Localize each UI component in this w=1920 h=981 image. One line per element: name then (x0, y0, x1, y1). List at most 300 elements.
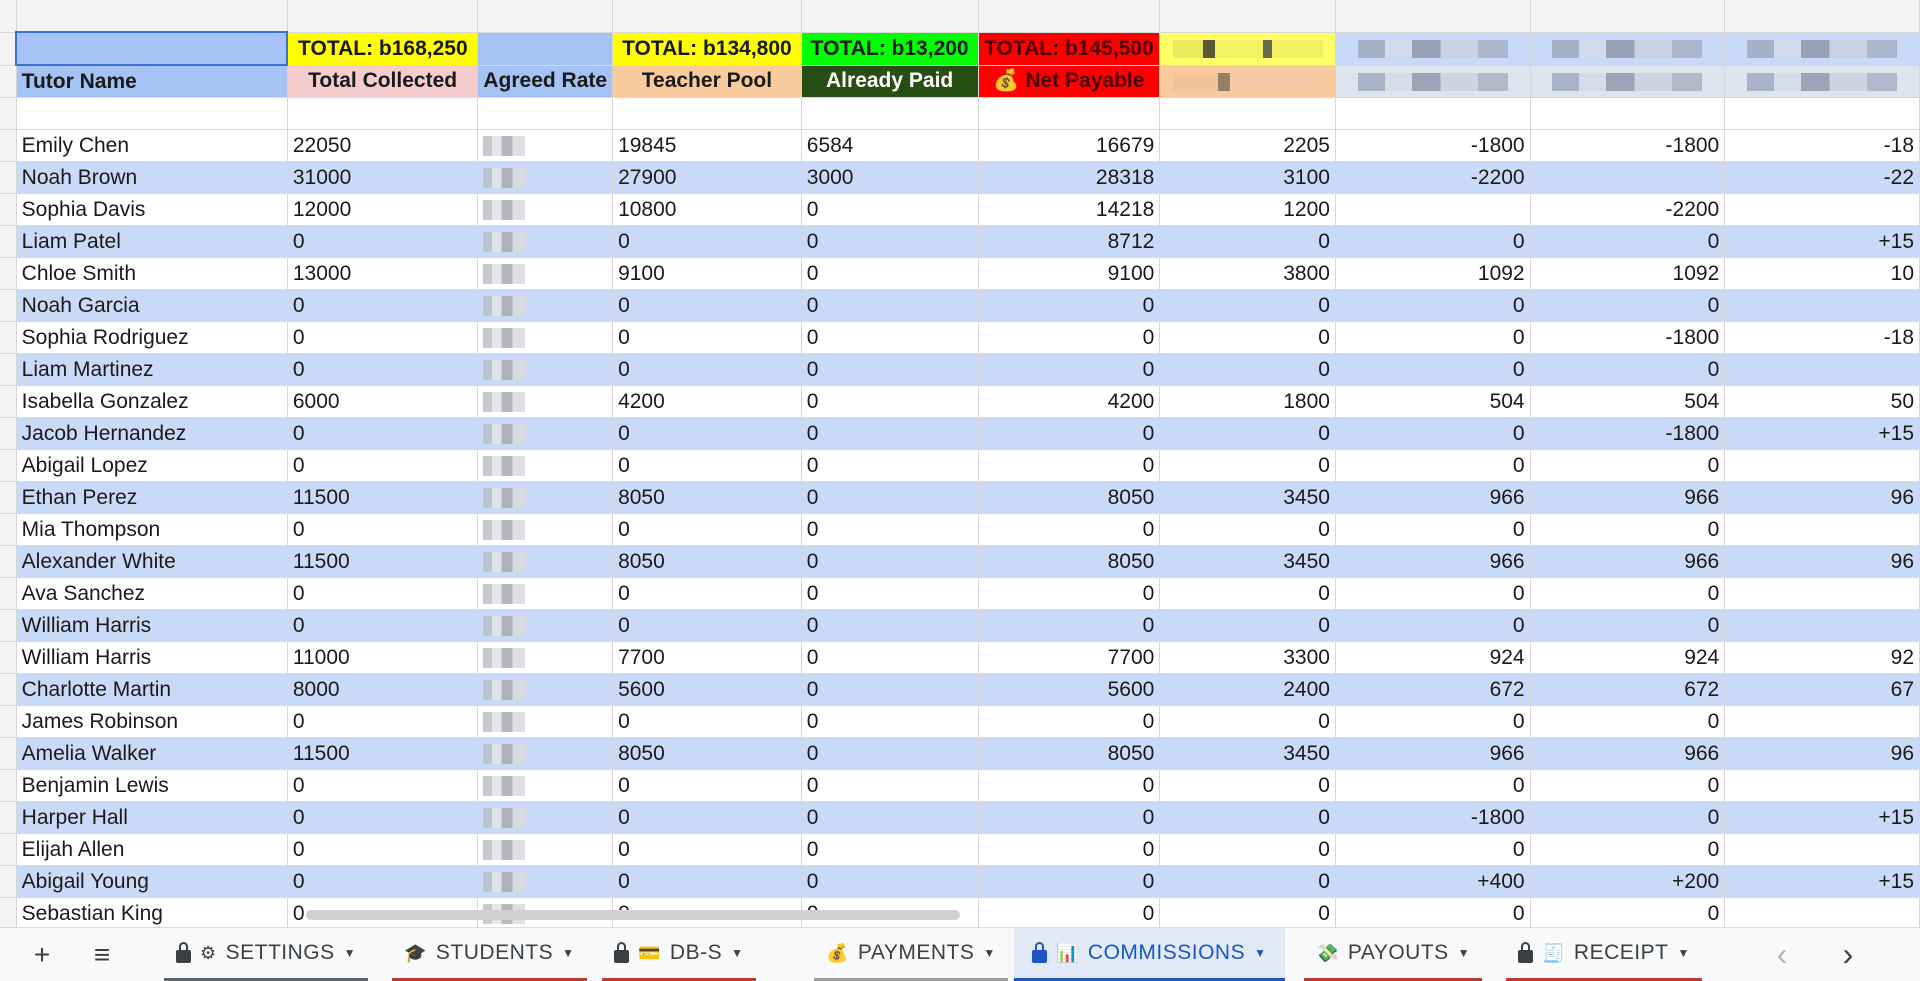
agreed-rate-cell[interactable] (478, 514, 613, 546)
tutor-name-cell[interactable]: Ethan Perez (16, 482, 287, 514)
tab-settings[interactable] (158, 928, 374, 978)
already-paid-cell[interactable]: 0 (801, 386, 978, 418)
extra-col-3-cell[interactable] (1530, 162, 1725, 194)
agreed-rate-cell[interactable] (478, 578, 613, 610)
teacher-pool-cell[interactable]: 9100 (613, 258, 802, 290)
row-header[interactable] (0, 194, 16, 226)
already-paid-cell[interactable]: 0 (801, 642, 978, 674)
already-paid-cell[interactable]: 3000 (801, 162, 978, 194)
tutor-name-cell[interactable]: Elijah Allen (16, 834, 287, 866)
extra-col-2-cell[interactable]: 966 (1335, 546, 1530, 578)
extra-col-1-cell[interactable]: 0 (1160, 706, 1336, 738)
tab-students[interactable] (386, 928, 593, 978)
extra-col-4-cell[interactable]: 10 (1725, 258, 1920, 290)
tutor-name-cell[interactable]: Amelia Walker (16, 738, 287, 770)
extra-col-2-cell[interactable]: 0 (1335, 610, 1530, 642)
net-payable-cell[interactable]: 0 (978, 450, 1160, 482)
already-paid-cell[interactable]: 0 (801, 450, 978, 482)
tutor-name-cell[interactable]: James Robinson (16, 706, 287, 738)
teacher-pool-cell[interactable]: 0 (613, 770, 802, 802)
already-paid-cell[interactable]: 0 (801, 226, 978, 258)
extra-col-3-cell[interactable]: 0 (1530, 834, 1725, 866)
net-payable-cell[interactable]: 0 (978, 354, 1160, 386)
row-header[interactable] (0, 226, 16, 258)
extra-col-3-cell[interactable]: 966 (1530, 546, 1725, 578)
scroll-tabs-right-button[interactable] (1826, 928, 1870, 981)
agreed-rate-cell[interactable] (478, 706, 613, 738)
tab-payments[interactable] (808, 928, 1014, 978)
total-collected-cell[interactable]: 0 (287, 226, 478, 258)
extra-col-1-cell[interactable]: 0 (1160, 354, 1336, 386)
extra-col-4-cell[interactable]: +15 (1725, 866, 1920, 898)
already-paid-cell[interactable]: 0 (801, 546, 978, 578)
teacher-pool-cell[interactable]: 0 (613, 418, 802, 450)
extra-col-3-cell[interactable]: 672 (1530, 674, 1725, 706)
extra-col-1-cell[interactable]: 1200 (1160, 194, 1336, 226)
tutor-name-cell[interactable]: Sophia Rodriguez (16, 322, 287, 354)
chevron-down-icon[interactable]: ▼ (562, 946, 575, 960)
extra-col-2-cell[interactable]: 672 (1335, 674, 1530, 706)
extra-col-2-cell[interactable]: +400 (1335, 866, 1530, 898)
header-net-payable[interactable]: 💰 Net Payable (978, 65, 1160, 98)
extra-col-4-cell[interactable] (1725, 194, 1920, 226)
extra-col-3-cell[interactable]: 0 (1530, 770, 1725, 802)
row-header[interactable] (0, 450, 16, 482)
teacher-pool-cell[interactable]: 4200 (613, 386, 802, 418)
extra-col-2-cell[interactable]: -1800 (1335, 130, 1530, 162)
tutor-name-cell[interactable]: Jacob Hernandez (16, 418, 287, 450)
row-header[interactable] (0, 322, 16, 354)
scroll-tabs-left-button[interactable] (1760, 928, 1804, 981)
extra-col-1-cell[interactable]: 0 (1160, 866, 1336, 898)
row-header[interactable] (0, 738, 16, 770)
row-header[interactable] (0, 610, 16, 642)
extra-col-3-cell[interactable]: 0 (1530, 226, 1725, 258)
net-payable-cell[interactable]: 0 (978, 834, 1160, 866)
header-total-collected[interactable]: Total Collected (287, 65, 478, 98)
tutor-name-cell[interactable]: Abigail Young (16, 866, 287, 898)
row-header[interactable] (0, 898, 16, 928)
total-collected-cell[interactable]: 0 (287, 706, 478, 738)
row-header[interactable] (0, 258, 16, 290)
teacher-pool-cell[interactable]: 8050 (613, 738, 802, 770)
extra-col-3-cell[interactable]: 504 (1530, 386, 1725, 418)
teacher-pool-cell[interactable]: 0 (613, 610, 802, 642)
extra-col-4-cell[interactable]: +15 (1725, 418, 1920, 450)
already-paid-cell[interactable]: 0 (801, 258, 978, 290)
extra-col-2-cell[interactable]: 0 (1335, 354, 1530, 386)
net-payable-cell[interactable]: 5600 (978, 674, 1160, 706)
row-header[interactable] (0, 546, 16, 578)
extra-col-1-cell[interactable]: 0 (1160, 898, 1336, 928)
already-paid-cell[interactable]: 0 (801, 354, 978, 386)
extra-col-3-cell[interactable]: 966 (1530, 482, 1725, 514)
tutor-name-cell[interactable]: Ava Sanchez (16, 578, 287, 610)
total-collected-cell[interactable]: 0 (287, 354, 478, 386)
extra-col-2-cell[interactable]: 924 (1335, 642, 1530, 674)
tutor-name-cell[interactable]: Sophia Davis (16, 194, 287, 226)
extra-col-4-cell[interactable]: -18 (1725, 130, 1920, 162)
all-sheets-button[interactable] (80, 928, 124, 981)
extra-col-3-cell[interactable]: 0 (1530, 898, 1725, 928)
agreed-rate-cell[interactable] (478, 770, 613, 802)
total-collected-cell[interactable]: 0 (287, 290, 478, 322)
chevron-down-icon[interactable]: ▼ (1677, 946, 1690, 960)
total-collected-cell[interactable]: 0 (287, 770, 478, 802)
extra-col-2-cell[interactable]: 0 (1335, 770, 1530, 802)
teacher-pool-cell[interactable]: 8050 (613, 546, 802, 578)
net-payable-cell[interactable]: 0 (978, 514, 1160, 546)
extra-col-2-cell[interactable]: 966 (1335, 738, 1530, 770)
extra-col-1-cell[interactable]: 0 (1160, 290, 1336, 322)
extra-col-4-cell[interactable]: 67 (1725, 674, 1920, 706)
already-paid-cell[interactable]: 0 (801, 418, 978, 450)
extra-col-3-cell[interactable]: 0 (1530, 354, 1725, 386)
extra-col-3-cell[interactable]: 924 (1530, 642, 1725, 674)
teacher-pool-cell[interactable]: 0 (613, 226, 802, 258)
agreed-rate-cell[interactable] (478, 354, 613, 386)
total-collected-cell[interactable]: 0 (287, 418, 478, 450)
extra-col-2-cell[interactable]: 0 (1335, 898, 1530, 928)
total-collected-cell[interactable]: 0 (287, 322, 478, 354)
already-paid-cell[interactable]: 0 (801, 514, 978, 546)
teacher-pool-total[interactable]: TOTAL: b134,800 (613, 32, 802, 65)
extra-col-4-cell[interactable] (1725, 770, 1920, 802)
chevron-down-icon[interactable]: ▼ (343, 946, 357, 960)
row-header[interactable] (0, 802, 16, 834)
teacher-pool-cell[interactable]: 0 (613, 578, 802, 610)
extra-col-3-cell[interactable]: -1800 (1530, 418, 1725, 450)
total-collected-cell[interactable]: 31000 (287, 162, 478, 194)
extra-col-1-cell[interactable]: 3450 (1160, 738, 1336, 770)
tutor-name-cell[interactable]: Harper Hall (16, 802, 287, 834)
chevron-down-icon[interactable]: ▼ (983, 946, 996, 960)
header-teacher-pool[interactable]: Teacher Pool (613, 65, 802, 98)
extra-col-1-cell[interactable]: 3100 (1160, 162, 1336, 194)
extra-col-4-cell[interactable]: -22 (1725, 162, 1920, 194)
row-header[interactable] (0, 482, 16, 514)
extra-col-1-cell[interactable]: 2400 (1160, 674, 1336, 706)
tutor-name-cell[interactable]: Alexander White (16, 546, 287, 578)
tutor-name-cell[interactable]: Liam Patel (16, 226, 287, 258)
teacher-pool-cell[interactable]: 0 (613, 290, 802, 322)
extra-col-4-cell[interactable]: 50 (1725, 386, 1920, 418)
extra-col-2-cell[interactable] (1335, 194, 1530, 226)
row-header[interactable] (0, 578, 16, 610)
extra-col-2-cell[interactable]: 0 (1335, 578, 1530, 610)
extra-col-1-cell[interactable]: 0 (1160, 578, 1336, 610)
agreed-rate-cell[interactable] (478, 482, 613, 514)
total-collected-cell[interactable]: 0 (287, 578, 478, 610)
tutor-name-cell[interactable]: Emily Chen (16, 130, 287, 162)
add-sheet-button[interactable] (20, 928, 64, 981)
extra-col-1-cell[interactable]: 0 (1160, 322, 1336, 354)
teacher-pool-cell[interactable]: 0 (613, 802, 802, 834)
total-collected-cell[interactable]: 11500 (287, 482, 478, 514)
extra-col-2-cell[interactable]: 1092 (1335, 258, 1530, 290)
tab-receipt[interactable] (1500, 928, 1708, 978)
extra-col-4-cell[interactable]: +15 (1725, 802, 1920, 834)
extra-col-4-cell[interactable]: 92 (1725, 642, 1920, 674)
row-header[interactable] (0, 514, 16, 546)
extra-col-4-cell[interactable]: 96 (1725, 546, 1920, 578)
extra-col-1-cell[interactable]: 3450 (1160, 546, 1336, 578)
extra-col-1-cell[interactable]: 0 (1160, 770, 1336, 802)
teacher-pool-cell[interactable]: 0 (613, 514, 802, 546)
teacher-pool-cell[interactable]: 7700 (613, 642, 802, 674)
row-header[interactable] (0, 674, 16, 706)
tab-db-s[interactable] (596, 928, 762, 978)
teacher-pool-cell[interactable]: 0 (613, 450, 802, 482)
tutor-name-cell[interactable]: Benjamin Lewis (16, 770, 287, 802)
teacher-pool-cell[interactable]: 19845 (613, 130, 802, 162)
extra-col-1-cell[interactable]: 0 (1160, 834, 1336, 866)
row-header[interactable] (0, 866, 16, 898)
already-paid-cell[interactable]: 0 (801, 738, 978, 770)
already-paid-cell[interactable]: 0 (801, 290, 978, 322)
tutor-name-cell[interactable]: Noah Garcia (16, 290, 287, 322)
extra-col-4-cell[interactable] (1725, 578, 1920, 610)
row-header[interactable] (0, 354, 16, 386)
already-paid-cell[interactable]: 0 (801, 674, 978, 706)
net-payable-cell[interactable]: 0 (978, 578, 1160, 610)
net-payable-cell[interactable]: 28318 (978, 162, 1160, 194)
row-header[interactable] (0, 642, 16, 674)
net-payable-cell[interactable]: 8050 (978, 738, 1160, 770)
tutor-name-cell[interactable]: William Harris (16, 642, 287, 674)
chevron-down-icon[interactable]: ▼ (731, 946, 744, 960)
agreed-rate-cell[interactable] (478, 674, 613, 706)
extra-col-1-cell[interactable]: 1800 (1160, 386, 1336, 418)
total-collected-cell[interactable]: 0 (287, 834, 478, 866)
agreed-rate-cell[interactable] (478, 226, 613, 258)
extra-col-3-cell[interactable]: 1092 (1530, 258, 1725, 290)
agreed-rate-cell[interactable] (478, 610, 613, 642)
agreed-rate-cell[interactable] (478, 290, 613, 322)
row-header[interactable] (0, 834, 16, 866)
tutor-name-cell[interactable]: Charlotte Martin (16, 674, 287, 706)
net-payable-cell[interactable]: 0 (978, 610, 1160, 642)
agreed-rate-cell[interactable] (478, 866, 613, 898)
agreed-rate-total[interactable] (478, 32, 613, 65)
extra-col-1-cell[interactable]: 0 (1160, 226, 1336, 258)
extra-col-2-cell[interactable]: 0 (1335, 418, 1530, 450)
total-collected-cell[interactable]: 0 (287, 514, 478, 546)
extra-col-1-cell[interactable]: 0 (1160, 802, 1336, 834)
extra-col-2-cell[interactable]: 0 (1335, 834, 1530, 866)
agreed-rate-cell[interactable] (478, 738, 613, 770)
total-collected-cell[interactable]: 22050 (287, 130, 478, 162)
already-paid-cell[interactable]: 0 (801, 482, 978, 514)
extra-col-3-cell[interactable]: 0 (1530, 706, 1725, 738)
extra-col-2-cell[interactable]: 0 (1335, 450, 1530, 482)
agreed-rate-cell[interactable] (478, 418, 613, 450)
tutor-name-cell[interactable]: Noah Brown (16, 162, 287, 194)
already-paid-total[interactable]: TOTAL: b13,200 (801, 32, 978, 65)
teacher-pool-cell[interactable]: 27900 (613, 162, 802, 194)
extra-col-2-cell[interactable]: 504 (1335, 386, 1530, 418)
net-payable-cell[interactable]: 7700 (978, 642, 1160, 674)
tab-payouts[interactable] (1298, 928, 1488, 978)
agreed-rate-cell[interactable] (478, 450, 613, 482)
extra-col-4-cell[interactable] (1725, 706, 1920, 738)
extra-col-1-cell[interactable]: 0 (1160, 450, 1336, 482)
net-payable-cell[interactable]: 0 (978, 706, 1160, 738)
extra-col-4-cell[interactable] (1725, 354, 1920, 386)
extra-col-1-cell[interactable]: 3300 (1160, 642, 1336, 674)
net-payable-cell[interactable]: 16679 (978, 130, 1160, 162)
agreed-rate-cell[interactable] (478, 194, 613, 226)
net-payable-total[interactable]: TOTAL: b145,500 (978, 32, 1160, 65)
total-collected-cell[interactable]: 12000 (287, 194, 478, 226)
agreed-rate-cell[interactable] (478, 162, 613, 194)
extra-col-2-cell[interactable]: 0 (1335, 514, 1530, 546)
extra-col-2-cell[interactable]: 0 (1335, 226, 1530, 258)
extra-col-3-cell[interactable]: 0 (1530, 290, 1725, 322)
tutor-name-cell[interactable]: Liam Martinez (16, 354, 287, 386)
teacher-pool-cell[interactable]: 0 (613, 322, 802, 354)
row-header[interactable] (0, 386, 16, 418)
teacher-pool-cell[interactable]: 0 (613, 354, 802, 386)
extra-col-1-cell[interactable]: 3450 (1160, 482, 1336, 514)
net-payable-cell[interactable]: 9100 (978, 258, 1160, 290)
extra-col-3-cell[interactable]: +200 (1530, 866, 1725, 898)
total-collected-cell[interactable]: 11500 (287, 738, 478, 770)
net-payable-cell[interactable]: 0 (978, 290, 1160, 322)
total-collected-cell[interactable]: 0 (287, 450, 478, 482)
extra-col-4-cell[interactable] (1725, 610, 1920, 642)
teacher-pool-cell[interactable]: 0 (613, 866, 802, 898)
agreed-rate-cell[interactable] (478, 802, 613, 834)
extra-col-4-cell[interactable]: +15 (1725, 226, 1920, 258)
teacher-pool-cell[interactable]: 8050 (613, 482, 802, 514)
extra-col-2-cell[interactable]: -2200 (1335, 162, 1530, 194)
total-collected-cell[interactable]: 0 (287, 866, 478, 898)
already-paid-cell[interactable]: 0 (801, 194, 978, 226)
extra-col-4-cell[interactable] (1725, 834, 1920, 866)
extra-col-3-cell[interactable]: 0 (1530, 802, 1725, 834)
agreed-rate-cell[interactable] (478, 130, 613, 162)
total-collected-cell[interactable]: 0 (287, 802, 478, 834)
already-paid-cell[interactable]: 0 (801, 834, 978, 866)
extra-col-3-cell[interactable]: -2200 (1530, 194, 1725, 226)
net-payable-cell[interactable]: 4200 (978, 386, 1160, 418)
teacher-pool-cell[interactable]: 5600 (613, 674, 802, 706)
net-payable-cell[interactable]: 8050 (978, 546, 1160, 578)
row-header[interactable] (0, 418, 16, 450)
net-payable-cell[interactable]: 8712 (978, 226, 1160, 258)
agreed-rate-cell[interactable] (478, 322, 613, 354)
extra-col-3-cell[interactable]: 0 (1530, 610, 1725, 642)
total-collected-cell[interactable]: 6000 (287, 386, 478, 418)
extra-col-4-cell[interactable]: 96 (1725, 482, 1920, 514)
extra-col-4-cell[interactable] (1725, 514, 1920, 546)
extra-col-3-cell[interactable]: 0 (1530, 450, 1725, 482)
horizontal-scrollbar[interactable] (306, 910, 960, 920)
extra-col-4-cell[interactable]: -18 (1725, 322, 1920, 354)
extra-col-2-cell[interactable]: 966 (1335, 482, 1530, 514)
net-payable-cell[interactable]: 14218 (978, 194, 1160, 226)
header-already-paid[interactable]: Already Paid (801, 65, 978, 98)
row-header[interactable] (0, 770, 16, 802)
already-paid-cell[interactable]: 0 (801, 802, 978, 834)
extra-col-2-cell[interactable]: 0 (1335, 322, 1530, 354)
total-collected-cell[interactable]: 8000 (287, 674, 478, 706)
extra-col-1-cell[interactable]: 3800 (1160, 258, 1336, 290)
agreed-rate-cell[interactable] (478, 258, 613, 290)
net-payable-cell[interactable]: 0 (978, 418, 1160, 450)
total-collected-cell[interactable]: 0 (287, 898, 478, 928)
extra-col-4-cell[interactable] (1725, 290, 1920, 322)
extra-col-1-cell[interactable]: 2205 (1160, 130, 1336, 162)
agreed-rate-cell[interactable] (478, 642, 613, 674)
extra-col-1-cell[interactable]: 0 (1160, 610, 1336, 642)
extra-col-2-cell[interactable]: -1800 (1335, 802, 1530, 834)
row-header[interactable] (0, 706, 16, 738)
row-header[interactable] (0, 290, 16, 322)
extra-col-4-cell[interactable] (1725, 898, 1920, 928)
already-paid-cell[interactable]: 0 (801, 578, 978, 610)
already-paid-cell[interactable]: 0 (801, 322, 978, 354)
extra-col-3-cell[interactable]: 966 (1530, 738, 1725, 770)
teacher-pool-cell[interactable]: 10800 (613, 194, 802, 226)
extra-col-1-cell[interactable]: 0 (1160, 514, 1336, 546)
extra-col-3-cell[interactable]: -1800 (1530, 322, 1725, 354)
extra-col-1-cell[interactable]: 0 (1160, 418, 1336, 450)
total-collected-cell[interactable]: 11000 (287, 642, 478, 674)
extra-col-2-cell[interactable]: 0 (1335, 290, 1530, 322)
net-payable-cell[interactable]: 8050 (978, 482, 1160, 514)
tutor-name-cell[interactable]: Chloe Smith (16, 258, 287, 290)
selected-cell[interactable] (16, 32, 287, 65)
already-paid-cell[interactable]: 0 (801, 866, 978, 898)
tab-commissions[interactable] (1014, 928, 1285, 981)
net-payable-cell[interactable]: 0 (978, 802, 1160, 834)
agreed-rate-cell[interactable] (478, 834, 613, 866)
net-payable-cell[interactable]: 0 (978, 322, 1160, 354)
tutor-name-cell[interactable]: Mia Thompson (16, 514, 287, 546)
agreed-rate-cell[interactable] (478, 546, 613, 578)
extra-col-3-cell[interactable]: -1800 (1530, 130, 1725, 162)
extra-col-3-cell[interactable]: 0 (1530, 578, 1725, 610)
row-header[interactable] (0, 162, 16, 194)
chevron-down-icon[interactable]: ▼ (1254, 946, 1267, 960)
total-collected-cell[interactable]: 13000 (287, 258, 478, 290)
total-collected-cell[interactable]: 11500 (287, 546, 478, 578)
agreed-rate-cell[interactable] (478, 386, 613, 418)
chevron-down-icon[interactable]: ▼ (1457, 946, 1471, 960)
header-tutor-name[interactable]: Tutor Name (16, 65, 287, 98)
tutor-name-cell[interactable]: Isabella Gonzalez (16, 386, 287, 418)
already-paid-cell[interactable]: 0 (801, 770, 978, 802)
net-payable-cell[interactable]: 0 (978, 898, 1160, 928)
extra-col-2-cell[interactable]: 0 (1335, 706, 1530, 738)
total-collected-total[interactable]: TOTAL: b168,250 (287, 32, 478, 65)
tutor-name-cell[interactable]: William Harris (16, 610, 287, 642)
row-header[interactable] (0, 130, 16, 162)
net-payable-cell[interactable]: 0 (978, 866, 1160, 898)
already-paid-cell[interactable]: 6584 (801, 130, 978, 162)
net-payable-cell[interactable]: 0 (978, 770, 1160, 802)
total-collected-cell[interactable]: 0 (287, 610, 478, 642)
extra-col-3-cell[interactable]: 0 (1530, 514, 1725, 546)
header-agreed-rate[interactable]: Agreed Rate (478, 65, 613, 98)
extra-col-4-cell[interactable] (1725, 450, 1920, 482)
teacher-pool-cell[interactable]: 0 (613, 706, 802, 738)
tutor-name-cell[interactable]: Sebastian King (16, 898, 287, 928)
teacher-pool-cell[interactable]: 0 (613, 834, 802, 866)
extra-col-4-cell[interactable]: 96 (1725, 738, 1920, 770)
